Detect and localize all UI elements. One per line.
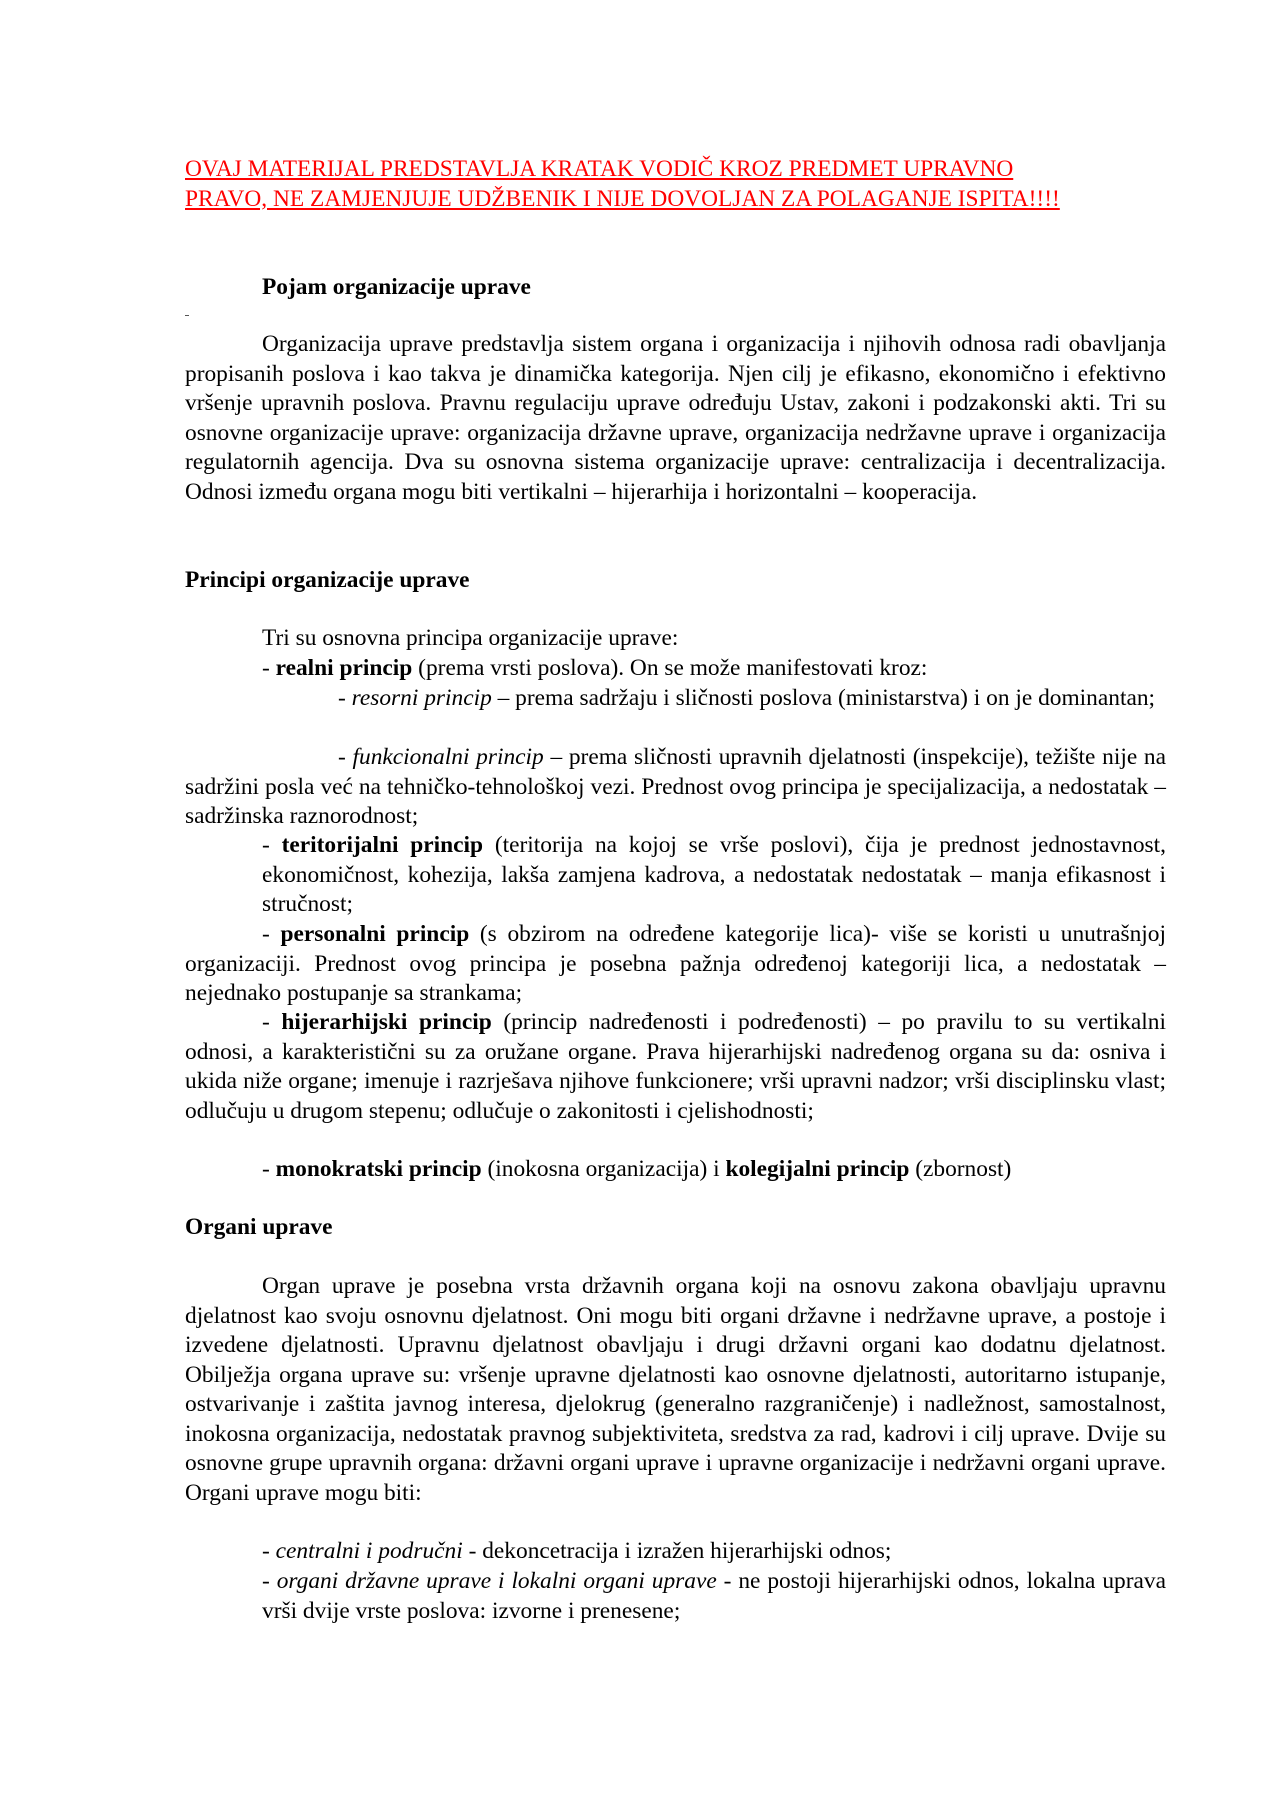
- section-title-organi: Organi uprave: [185, 1214, 333, 1240]
- term-drzavne-lokalni: organi državne uprave i lokalni organi uprave: [276, 1568, 717, 1594]
- item-hijerarhijski-princip: - hijerarhijski princip (princip nadređenosti i podređenosti) – po pravilu to su vertikalni odnosi, a karakteristični su za oružane organe. Prava hijerarhijski nadređenog organa su da: osniva i ukida niže organe; imenuje i razrješava njihove funkcionere; vrši upravni nadzor; vrši disciplinsku vlast; odlučuju u drugom stepenu; odlučuje o zakonitosti i cjelishodnosti;: [185, 1009, 1166, 1124]
- warning-line-2: PRAVO, NE ZAMJENJUJE UDŽBENIK I NIJE DOVOLJAN ZA POLAGANJE ISPITA!!!!: [185, 185, 1060, 212]
- section-title-pojam: Pojam organizacije uprave: [262, 274, 531, 300]
- paragraph-organi: Organ uprave je posebna vrsta državnih organa koji na osnovu zakona obavljaju upravnu djelatnost kao svoju osnovnu djelatnost. Oni mogu biti organi državne i nedržavne uprave, a postoje i izvedene djelatnosti. Upravnu djelatnost obavljaju i drugi državni organi kao dodatnu djelatnost. Obilježja organa uprave su: vršenje upravne djelatnosti kao osnovne djelatnosti, autoritarno istupanje, ostvarivanje i zaštita javnog interesa, djelokrug (generalno razgraničenje) i nadležnost, samostalnost, inokosna organizacija, nedostatak pravnog subjektiviteta, sredstva za rad, kadrovi i cilj uprave. Dvije su osnovne grupe upravnih organa: državni organi uprave i upravne organizacije i nedržavni organi uprave. Organi uprave mogu biti:: [185, 1273, 1166, 1506]
- stray-mark: [185, 315, 189, 316]
- term-monokratski: monokratski princip: [275, 1156, 482, 1182]
- item-centralni-podrucni: - centralni i područni - dekoncetracija i izražen hijerarhijski odnos;: [262, 1538, 892, 1564]
- principi-intro: Tri su osnovna principa organizacije uprave:: [262, 625, 679, 651]
- term-realni: realni princip: [275, 655, 413, 681]
- term-hijerarhijski: hijerarhijski princip: [281, 1009, 492, 1035]
- paragraph-pojam: Organizacija uprave predstavlja sistem organa i organizacija i njihovih odnosa radi obavljanja propisanih poslova i kao takva je dinamička kategorija. Njen cilj je efikasno, ekonomično i efektivno vršenje upravnih poslova. Pravnu regulaciju uprave određuju Ustav, zakoni i podzakonski akti. Tri su osnovne organizacije uprave: organizacija državne uprave, organizacija nedržavne uprave i organizacija regulatornih agencija. Dva su osnovna sistema organizacije uprave: centralizacija i decentralizacija. Odnosi između organa mogu biti vertikalni – hijerarhija i horizontalni – kooperacija.: [185, 331, 1166, 505]
- term-kolegijalni: kolegijalni princip: [725, 1156, 910, 1182]
- term-funkcionalni: funkcionalni princip: [352, 744, 544, 770]
- item-resorni-princip: - resorni princip – prema sadržaju i sličnosti poslova (ministarstva) i on je dominantan;: [338, 685, 1156, 711]
- item-realni-princip: - realni princip (prema vrsti poslova). On se može manifestovati kroz:: [262, 655, 928, 681]
- warning-notice: [185, 155, 1166, 214]
- item-monokratski-kolegijalni: - monokratski princip (inokosna organizacija) i kolegijalni princip (zbornost): [262, 1156, 1012, 1182]
- term-teritorijalni: teritorijalni princip: [281, 832, 484, 858]
- item-funkcionalni-princip: - funkcionalni princip – prema sličnosti upravnih djelatnosti (inspekcije), težište nije na sadržini posla već na tehničko-tehnološkoj vezi. Prednost ovog principa je specijalizacija, a nedostatak – sadržinska raznorodnost;: [185, 744, 1167, 829]
- term-personalni: personalni princip: [280, 921, 470, 947]
- document-page: [185, 0, 1166, 1811]
- item-drzavne-lokalni: - organi državne uprave i lokalni organi uprave - ne postoji hijerarhijski odnos, lokalna uprava vrši dvije vrste poslova: izvorne i prenesene;: [262, 1568, 1166, 1624]
- item-teritorijalni-princip: - teritorijalni princip (teritorija na kojoj se vrše poslovi), čija je prednost jednostavnost, ekonomičnost, kohezija, lakša zamjena kadrova, a nedostatak nedostatak – manja efikasnost i stručnost;: [262, 832, 1167, 917]
- item-personalni-princip: - personalni princip (s obzirom na određene kategorije lica)- više se koristi u unutrašnjoj organizaciji. Prednost ovog principa je posebna pažnja određenoj kategoriji lica, a nedostatak – nejednako postupanje sa strankama;: [185, 921, 1167, 1006]
- section-title-principi: Principi organizacije uprave: [185, 567, 470, 593]
- warning-line-1: OVAJ MATERIJAL PREDSTAVLJA KRATAK VODIČ KROZ PREDMET UPRAVNO: [185, 156, 1014, 182]
- term-resorni: resorni princip: [351, 685, 492, 711]
- term-centralni: centralni i područni: [275, 1538, 463, 1564]
